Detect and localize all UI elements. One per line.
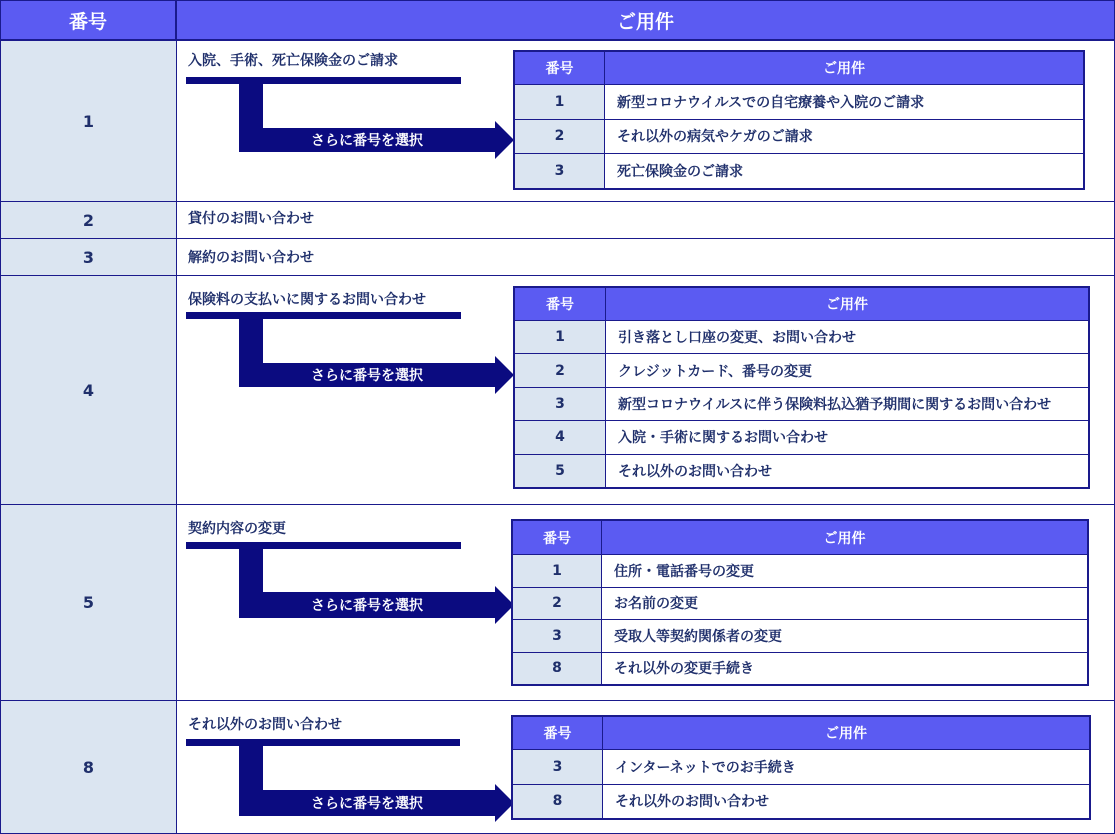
option-number: 3 — [513, 619, 602, 652]
row-title: 解約のお問い合わせ — [188, 250, 314, 266]
arrow-head — [495, 121, 514, 159]
option-label: それ以外のお問い合わせ — [606, 454, 1088, 487]
option-label: それ以外の病気やケガのご請求 — [605, 119, 1083, 154]
option-number: 2 — [513, 587, 602, 620]
row-number: 3 — [0, 238, 177, 276]
option-label: 受取人等契約関係者の変更 — [602, 619, 1087, 652]
option-label: 死亡保険金のご請求 — [605, 153, 1083, 188]
option-label: 新型コロナウイルスに伴う保険料払込猶予期間に関するお問い合わせ — [606, 387, 1088, 420]
row-number: 2 — [0, 201, 177, 239]
sub-header-matter: ご用件 — [602, 521, 1087, 554]
row-cell — [176, 238, 1115, 276]
arrow-bar-top — [186, 312, 461, 319]
sub-header-number: 番号 — [515, 288, 606, 320]
arrow-label: さらに番号を選択 — [239, 128, 495, 152]
option-number: 5 — [515, 454, 606, 487]
arrow-bar-top — [186, 739, 460, 746]
option-number: 1 — [513, 554, 602, 587]
row-title: それ以外のお問い合わせ — [188, 717, 342, 733]
sub-table — [513, 286, 1090, 489]
arrow-label: さらに番号を選択 — [239, 790, 495, 816]
sub-header-number: 番号 — [515, 52, 605, 84]
option-number: 3 — [513, 749, 603, 784]
sub-header-number: 番号 — [513, 717, 603, 749]
sub-header-matter: ご用件 — [606, 288, 1088, 320]
row-number: 1 — [0, 40, 177, 202]
option-number: 3 — [515, 153, 605, 188]
option-label: 入院・手術に関するお問い合わせ — [606, 420, 1088, 453]
arrow-bar-top — [186, 77, 461, 84]
arrow-label: さらに番号を選択 — [239, 363, 495, 387]
header-matter: ご用件 — [176, 0, 1115, 40]
arrow-label: さらに番号を選択 — [239, 592, 495, 618]
option-number: 1 — [515, 84, 605, 119]
sub-table — [511, 715, 1091, 820]
sub-table — [513, 50, 1085, 190]
arrow-bar-top — [186, 542, 461, 549]
row-title: 契約内容の変更 — [188, 521, 286, 537]
row-title: 入院、手術、死亡保険金のご請求 — [188, 53, 398, 69]
row-number: 8 — [0, 700, 177, 834]
row-title: 貸付のお問い合わせ — [188, 211, 314, 227]
option-label: それ以外の変更手続き — [602, 652, 1087, 685]
option-number: 4 — [515, 420, 606, 453]
row-cell — [176, 201, 1115, 239]
option-number: 2 — [515, 353, 606, 386]
option-label: 新型コロナウイルスでの自宅療養や入院のご請求 — [605, 84, 1083, 119]
option-number: 1 — [515, 320, 606, 353]
header-number: 番号 — [0, 0, 176, 40]
option-label: お名前の変更 — [602, 587, 1087, 620]
row-title: 保険料の支払いに関するお問い合わせ — [188, 292, 426, 308]
option-label: 引き落とし口座の変更、お問い合わせ — [606, 320, 1088, 353]
option-label: 住所・電話番号の変更 — [602, 554, 1087, 587]
option-label: それ以外のお問い合わせ — [603, 784, 1089, 819]
option-number: 3 — [515, 387, 606, 420]
option-number: 2 — [515, 119, 605, 154]
option-number: 8 — [513, 784, 603, 819]
sub-header-number: 番号 — [513, 521, 602, 554]
arrow-head — [495, 356, 514, 394]
sub-header-matter: ご用件 — [605, 52, 1083, 84]
sub-table — [511, 519, 1089, 686]
option-label: クレジットカード、番号の変更 — [606, 353, 1088, 386]
row-number: 4 — [0, 275, 177, 505]
sub-header-matter: ご用件 — [603, 717, 1089, 749]
row-number: 5 — [0, 504, 177, 701]
option-number: 8 — [513, 652, 602, 685]
option-label: インターネットでのお手続き — [603, 749, 1089, 784]
